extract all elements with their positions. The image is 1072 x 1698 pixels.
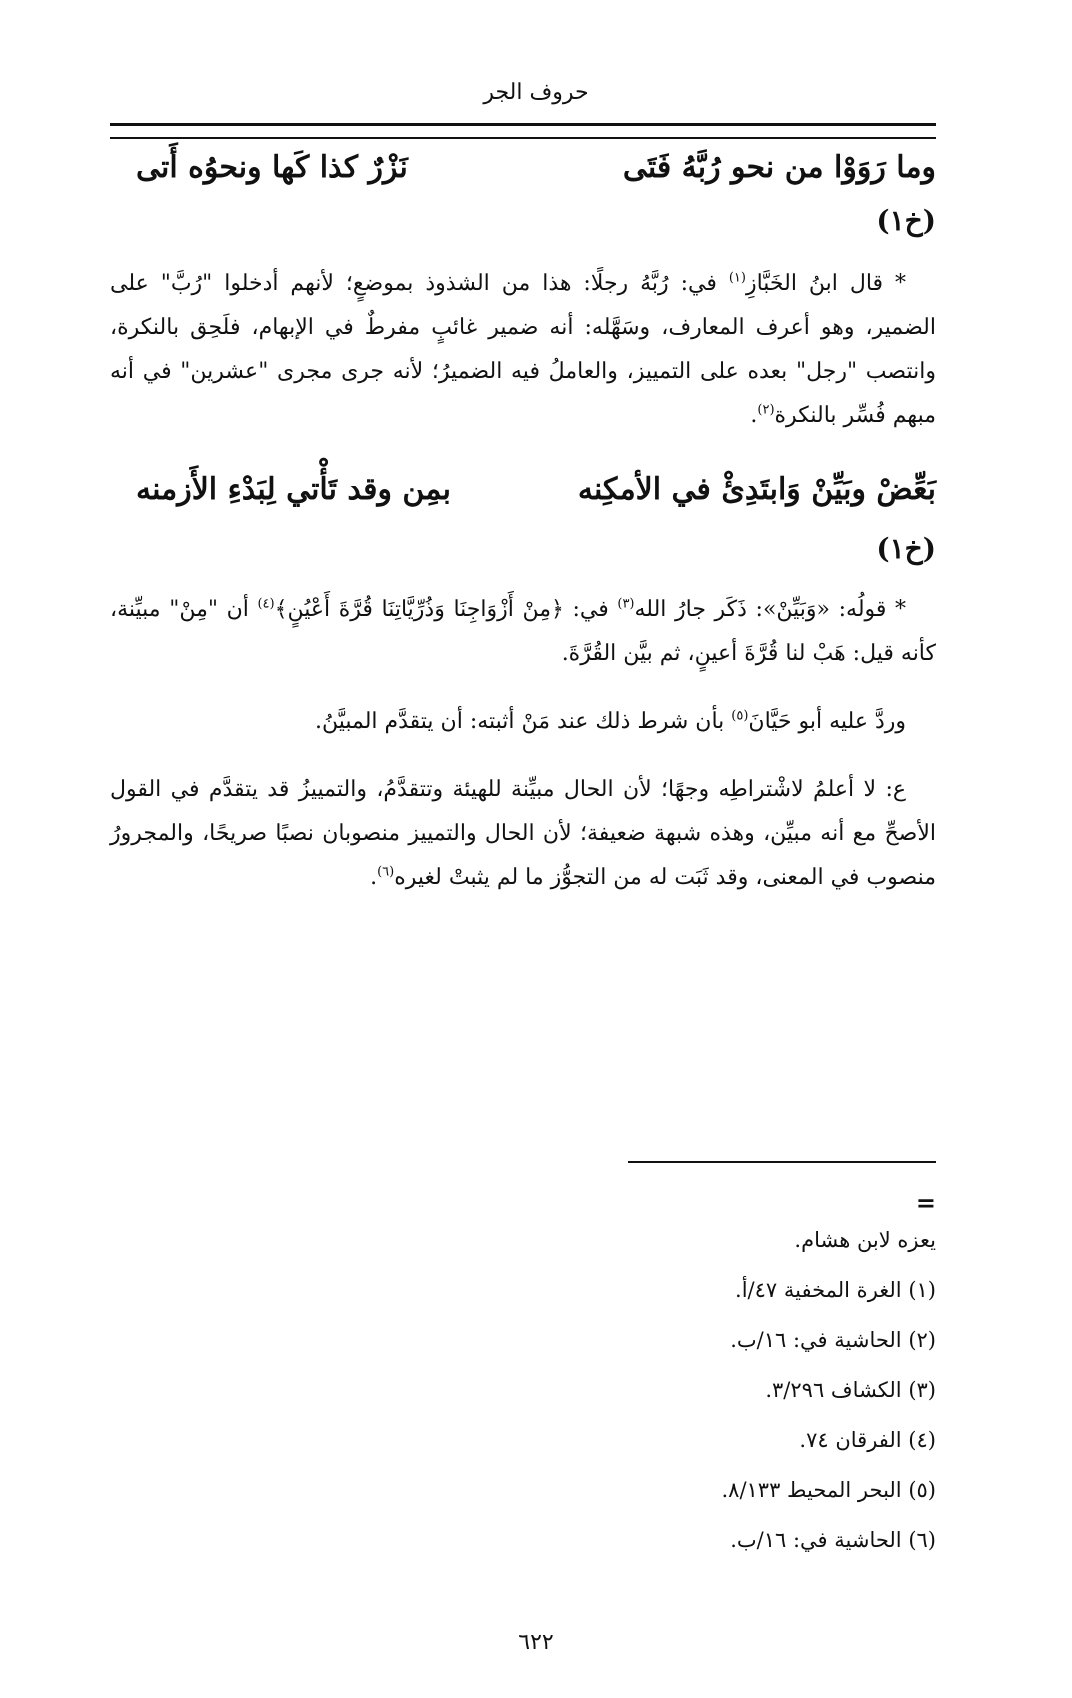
footnote-item: (٤) الفرقان ٧٤. bbox=[799, 1428, 936, 1452]
footnote-reference: (٤) bbox=[257, 596, 275, 612]
footnote-reference: (٥) bbox=[731, 708, 749, 724]
verse-1-mark: (خ١) bbox=[876, 204, 936, 237]
footnote-reference: (٣) bbox=[617, 596, 635, 612]
running-head: حروف الجر bbox=[483, 80, 589, 105]
verse-2-second-hemistich: بمِن وقد تَأْتي لِبَدْءِ الأَزمنه bbox=[136, 472, 451, 507]
verse-1 bbox=[136, 150, 936, 185]
footnote-item: (١) الغرة المخفية ٤٧/أ. bbox=[735, 1278, 936, 1302]
verse-1-second-hemistich: نَزْرٌ كذا كَها ونحوُه أَتى bbox=[136, 150, 408, 185]
paragraph-abu-hayyan: وردَّ عليه أبو حَيَّانَ$^{(٥)}$ بأن شرط ذلك عند مَنْ أثبته: أن يتقدَّم المبيَّنُ. bbox=[314, 708, 906, 734]
paragraph-qawluhu-bayyin: * قولُه: «وَبَيِّنْ»: ذَكَر جارُ الله$^{(٣)}$ في: ﴿مِنْ أَزْوَاجِنَا وَذُرِّيَّاتِنَا قُرَّةَ أَعْيُنٍ﴾$^{(٤)}$ أن "مِنْ" مبيِّنة، كأنه قيل: هَبْ لنا قُرَّةَ أعينٍ، ثم بيَّن القُرَّةَ. bbox=[110, 596, 936, 666]
paragraph-ain-comment: ع: لا أعلمُ لاشْتراطِه وجهًا؛ لأن الحال مبيِّنة للهيئة وتتقدَّمُ، والتمييزُ قد يتقدَّم في القول الأصحِّ مع أنه مبيِّن، وهذه شبهة ضعيفة؛ لأن الحال والتمييز منصوبان نصبًا صريحًا، والمجرورُ منصوب في المعنى، وقد ثَبَت له من التجوُّز ما لم يثبتْ لغيره$^{(٦)}$. bbox=[110, 777, 936, 890]
footnote-reference: (٢) bbox=[757, 402, 775, 418]
header-rule-thin bbox=[110, 137, 936, 139]
footnote-item: (٦) الحاشية في: ١٦/ب. bbox=[730, 1528, 936, 1552]
footnote-item: يعزه لابن هشام. bbox=[794, 1228, 936, 1252]
footnote-rule bbox=[628, 1161, 936, 1163]
footnote-item: (٢) الحاشية في: ١٦/ب. bbox=[730, 1328, 936, 1352]
footnote-reference: (١) bbox=[728, 270, 746, 286]
page-number: ٦٢٢ bbox=[518, 1630, 554, 1655]
footnote-item: (٥) البحر المحيط ٨/١٣٣. bbox=[721, 1478, 936, 1502]
verse-2 bbox=[136, 472, 936, 507]
verse-1-first-hemistich: وما رَوَوْا من نحو رُبَّهُ فَتَى bbox=[622, 150, 936, 185]
verse-2-first-hemistich: بَعِّضْ وبَيِّنْ وَابتَدِئْ في الأمكِنه bbox=[577, 472, 936, 507]
footnote-continuation-mark: = bbox=[915, 1188, 936, 1217]
verse-2-mark: (خ١) bbox=[876, 532, 936, 565]
footnote-reference: (٦) bbox=[377, 864, 395, 880]
paragraph-ibn-khabbaz: * قال ابنُ الخَبَّازِ$^{(١)}$ في: رُبَّهُ رجلًا: هذا من الشذوذ بموضعٍ؛ لأنهم أدخلوا "رُبَّ" على الضمير، وهو أعرف المعارف، وسَهَّله: أنه ضمير غائبٍ مفرطٌ في الإبهام، فلَحِق بالنكرة، وانتصب "رجل" بعده على التمييز، والعاملُ فيه الضميرُ؛ لأنه جرى مجرى "عشرين" في أنه مبهم فُسِّر بالنكرة$^{(٢)}$. bbox=[110, 270, 936, 428]
footnote-item: (٣) الكشاف ٣/٢٩٦. bbox=[765, 1378, 936, 1402]
header-rule-thick bbox=[110, 123, 936, 126]
